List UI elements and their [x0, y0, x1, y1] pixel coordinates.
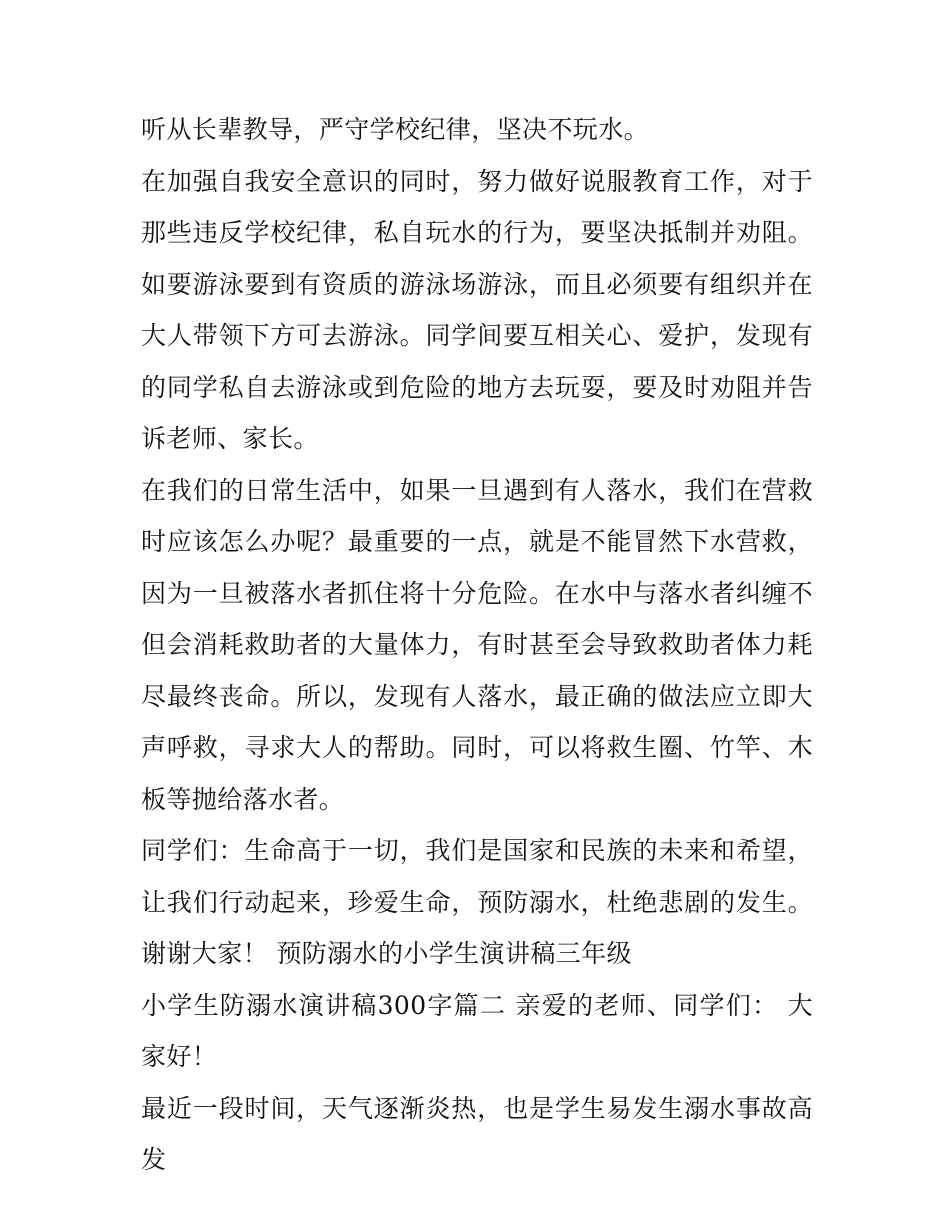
paragraph-2: 在加强自我安全意识的同时，努力做好说服教育工作，对于那些违反学校纪律，私自玩水的行为，要坚决抵制并劝阻。如要游泳要到有资质的游泳场游泳，而且必须要有组织并在大人带领下方可去游泳。同学间要互相关心、爱护，发现有的同学私自去游泳或到危险的地方去玩耍，要及时劝阻并告诉老师、家长。 — [141, 166, 813, 453]
paragraph-6: 最近一段时间，天气逐渐炎热，也是学生易发生溺水事故高发 — [141, 1093, 813, 1174]
paragraph-3: 在我们的日常生活中，如果一旦遇到有人落水，我们在营救时应该怎么办呢？最重要的一点，就是不能冒然下水营救，因为一旦被落水者抓住将十分危险。在水中与落水者纠缠不但会消耗救助者的大量体力，有时甚至会导致救助者体力耗尽最终丧命。所以，发现有人落水，最正确的做法应立即大声呼救，寻求大人的帮助。同时，可以将救生圈、竹竿、木板等抛给落水者。 — [141, 475, 813, 814]
document-body — [141, 104, 813, 1186]
paragraph-5: 小学生防溺水演讲稿300字篇二 亲爱的老师、同学们： 大家好！ — [141, 990, 813, 1071]
paragraph-1: 听从长辈教导，严守学校纪律，坚决不玩水。 — [141, 115, 650, 144]
paragraph-4: 同学们：生命高于一切，我们是国家和民族的未来和希望，让我们行动起来，珍爱生命，预防溺水，杜绝悲剧的发生。 谢谢大家！ 预防溺水的小学生演讲稿三年级 — [141, 836, 813, 968]
